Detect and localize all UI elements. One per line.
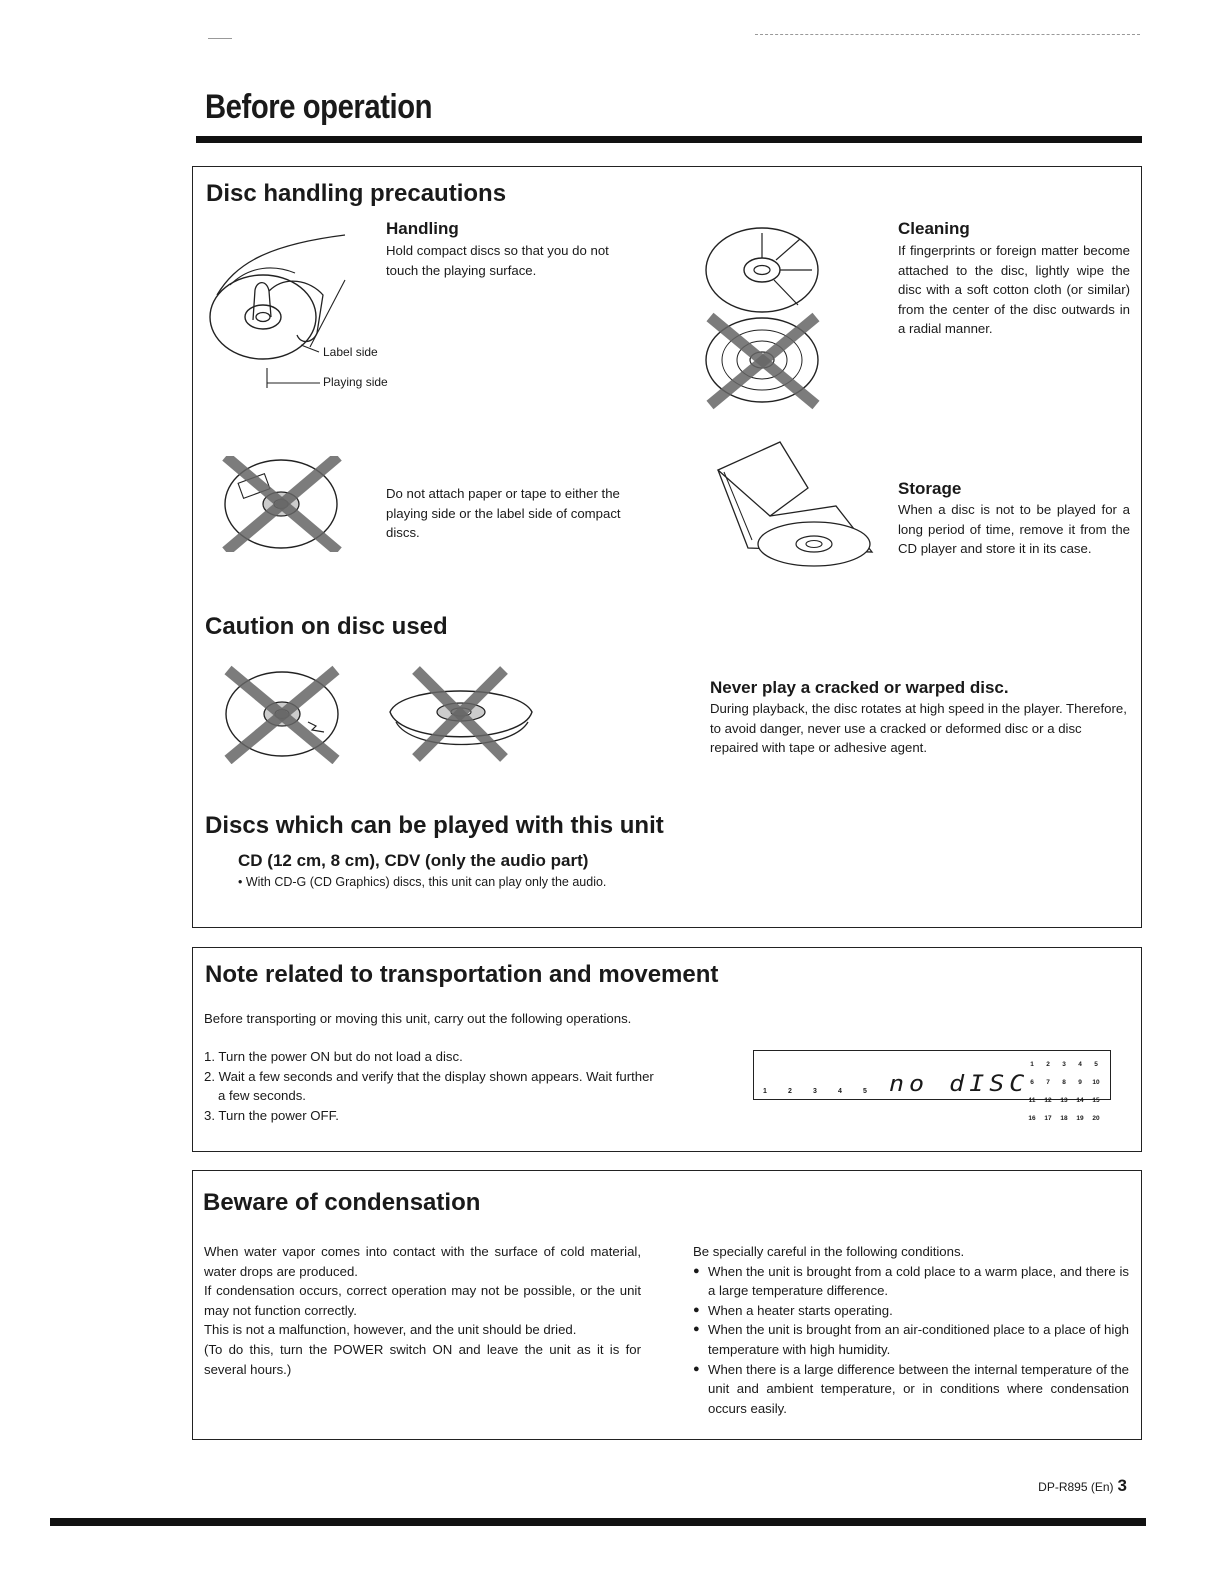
bottom-rule: [50, 1518, 1146, 1526]
top-dashed-rule: [755, 34, 1140, 35]
condensation-paragraph: If condensation occurs, correct operation may not be possible, or the unit may not function correctly.: [204, 1283, 641, 1318]
grid-number: 3: [1062, 1061, 1066, 1068]
display-track-number: 4: [838, 1088, 842, 1095]
disc-handling-heading: Disc handling precautions: [206, 180, 507, 207]
handling-text: Hold compact discs so that you do not touch the playing surface.: [386, 243, 609, 278]
condensation-paragraph: (To do this, turn the POWER switch ON and leave the unit as it is for several hours.): [204, 1341, 641, 1377]
grid-number: 8: [1062, 1079, 1066, 1086]
title-rule: [196, 136, 1142, 143]
grid-number: 14: [1076, 1097, 1084, 1104]
condensation-paragraph: This is not a malfunction, however, and the unit should be dried.: [204, 1322, 577, 1338]
page-title: Before operation: [205, 88, 433, 126]
condensation-heading: Beware of condensation: [203, 1189, 481, 1216]
grid-number: 20: [1092, 1115, 1100, 1122]
cleaning-title: Cleaning: [898, 219, 970, 238]
display-track-number: 3: [813, 1088, 817, 1095]
cleaning-disc-illustration: [700, 225, 828, 415]
label-side-caption: Label side: [323, 345, 378, 359]
cracked-disc-warning-text: During playback, the disc rotates at high speed in the player. Therefore, to avoid danger, never use a cracked or deformed disc or a disc repaired with tape or adhesive agent.: [710, 701, 1127, 756]
grid-number: 17: [1044, 1115, 1052, 1122]
condition-item: ● When the unit is brought from an air-conditioned place to a place of high temperature with high humidity.: [693, 1320, 1129, 1359]
condensation-paragraph: When water vapor comes into contact with the surface of cold material, water drops are produced.: [204, 1244, 641, 1279]
storage-title: Storage: [898, 479, 962, 498]
page-footer: [1038, 1476, 1127, 1496]
grid-number: 10: [1092, 1079, 1100, 1086]
condensation-left-text: [204, 1242, 641, 1379]
condensation-conditions: [693, 1262, 1129, 1419]
display-track-grid: [1024, 1053, 1110, 1125]
grid-number: 4: [1078, 1061, 1082, 1068]
grid-number: 16: [1028, 1115, 1036, 1122]
grid-number: 5: [1094, 1061, 1098, 1068]
attach-warning-text: Do not attach paper or tape to either the playing side or the label side of compact discs.: [386, 486, 621, 541]
storage-text: When a disc is not to be played for a long period of time, remove it from the CD player and store it in its case.: [898, 502, 1130, 557]
transport-intro: Before transporting or moving this unit, carry out the following operations.: [204, 1011, 632, 1026]
cracked-disc-warning-title: Never play a cracked or warped disc.: [710, 678, 1009, 697]
transport-heading: Note related to transportation and movement: [205, 961, 719, 988]
transport-step: 3. Turn the power OFF.: [204, 1107, 339, 1123]
transport-step: 2. Wait a few seconds and verify that the display shown appears. Wait further a few seconds.: [204, 1068, 654, 1104]
condensation-intro: Be specially careful in the following conditions.: [693, 1244, 965, 1259]
grid-number: 11: [1028, 1097, 1036, 1104]
transport-step: 1. Turn the power ON but do not load a disc.: [204, 1049, 463, 1064]
transport-steps: [204, 1047, 654, 1125]
condition-item: ● When the unit is brought from a cold place to a warm place, and there is a large temperature difference.: [693, 1262, 1129, 1301]
grid-number: 9: [1078, 1079, 1082, 1086]
display-track-number: 5: [863, 1088, 867, 1095]
no-disc-display: [753, 1050, 1111, 1122]
playing-side-caption: Playing side: [323, 375, 388, 389]
condensation-right-text: [693, 1242, 1129, 1418]
grid-number: 12: [1044, 1097, 1052, 1104]
warped-disc-illustration: [382, 664, 538, 764]
handling-title: Handling: [386, 219, 459, 238]
disc-storage-case-illustration: [710, 440, 880, 570]
cleaning-text: If fingerprints or foreign matter become attached to the disc, lightly wipe the disc with a soft cotton cloth (or similar) from the center of the disc outwards in a radial manner.: [898, 243, 1130, 337]
top-margin-mark: [208, 38, 232, 39]
display-track-number: 2: [788, 1088, 792, 1095]
grid-number: 19: [1076, 1115, 1084, 1122]
no-tape-disc-illustration: [222, 456, 342, 552]
hand-holding-disc-illustration: [205, 225, 405, 395]
grid-number: 6: [1030, 1079, 1034, 1086]
condition-item: ● When there is a large difference between the internal temperature of the unit and ambient temperature, or in conditions where condensation occurs easily.: [693, 1360, 1129, 1419]
cdg-note: • With CD-G (CD Graphics) discs, this unit can play only the audio.: [238, 875, 607, 889]
playable-discs-heading: Discs which can be played with this unit: [205, 812, 664, 839]
display-message: no dISC: [889, 1070, 1030, 1097]
caution-heading: Caution on disc used: [205, 613, 448, 640]
grid-number: 7: [1046, 1079, 1050, 1086]
grid-number: 2: [1046, 1061, 1050, 1068]
grid-number: 1: [1030, 1061, 1034, 1068]
grid-number: 13: [1060, 1097, 1068, 1104]
model-number: DP-R895 (En): [1038, 1480, 1114, 1494]
grid-number: 18: [1060, 1115, 1068, 1122]
grid-number: 15: [1092, 1097, 1100, 1104]
condition-item: ● When a heater starts operating.: [693, 1301, 1129, 1321]
display-track-number: 1: [763, 1088, 767, 1095]
page-number: 3: [1117, 1476, 1127, 1495]
cracked-disc-illustration: [220, 664, 344, 764]
playable-formats: CD (12 cm, 8 cm), CDV (only the audio part): [238, 851, 589, 870]
